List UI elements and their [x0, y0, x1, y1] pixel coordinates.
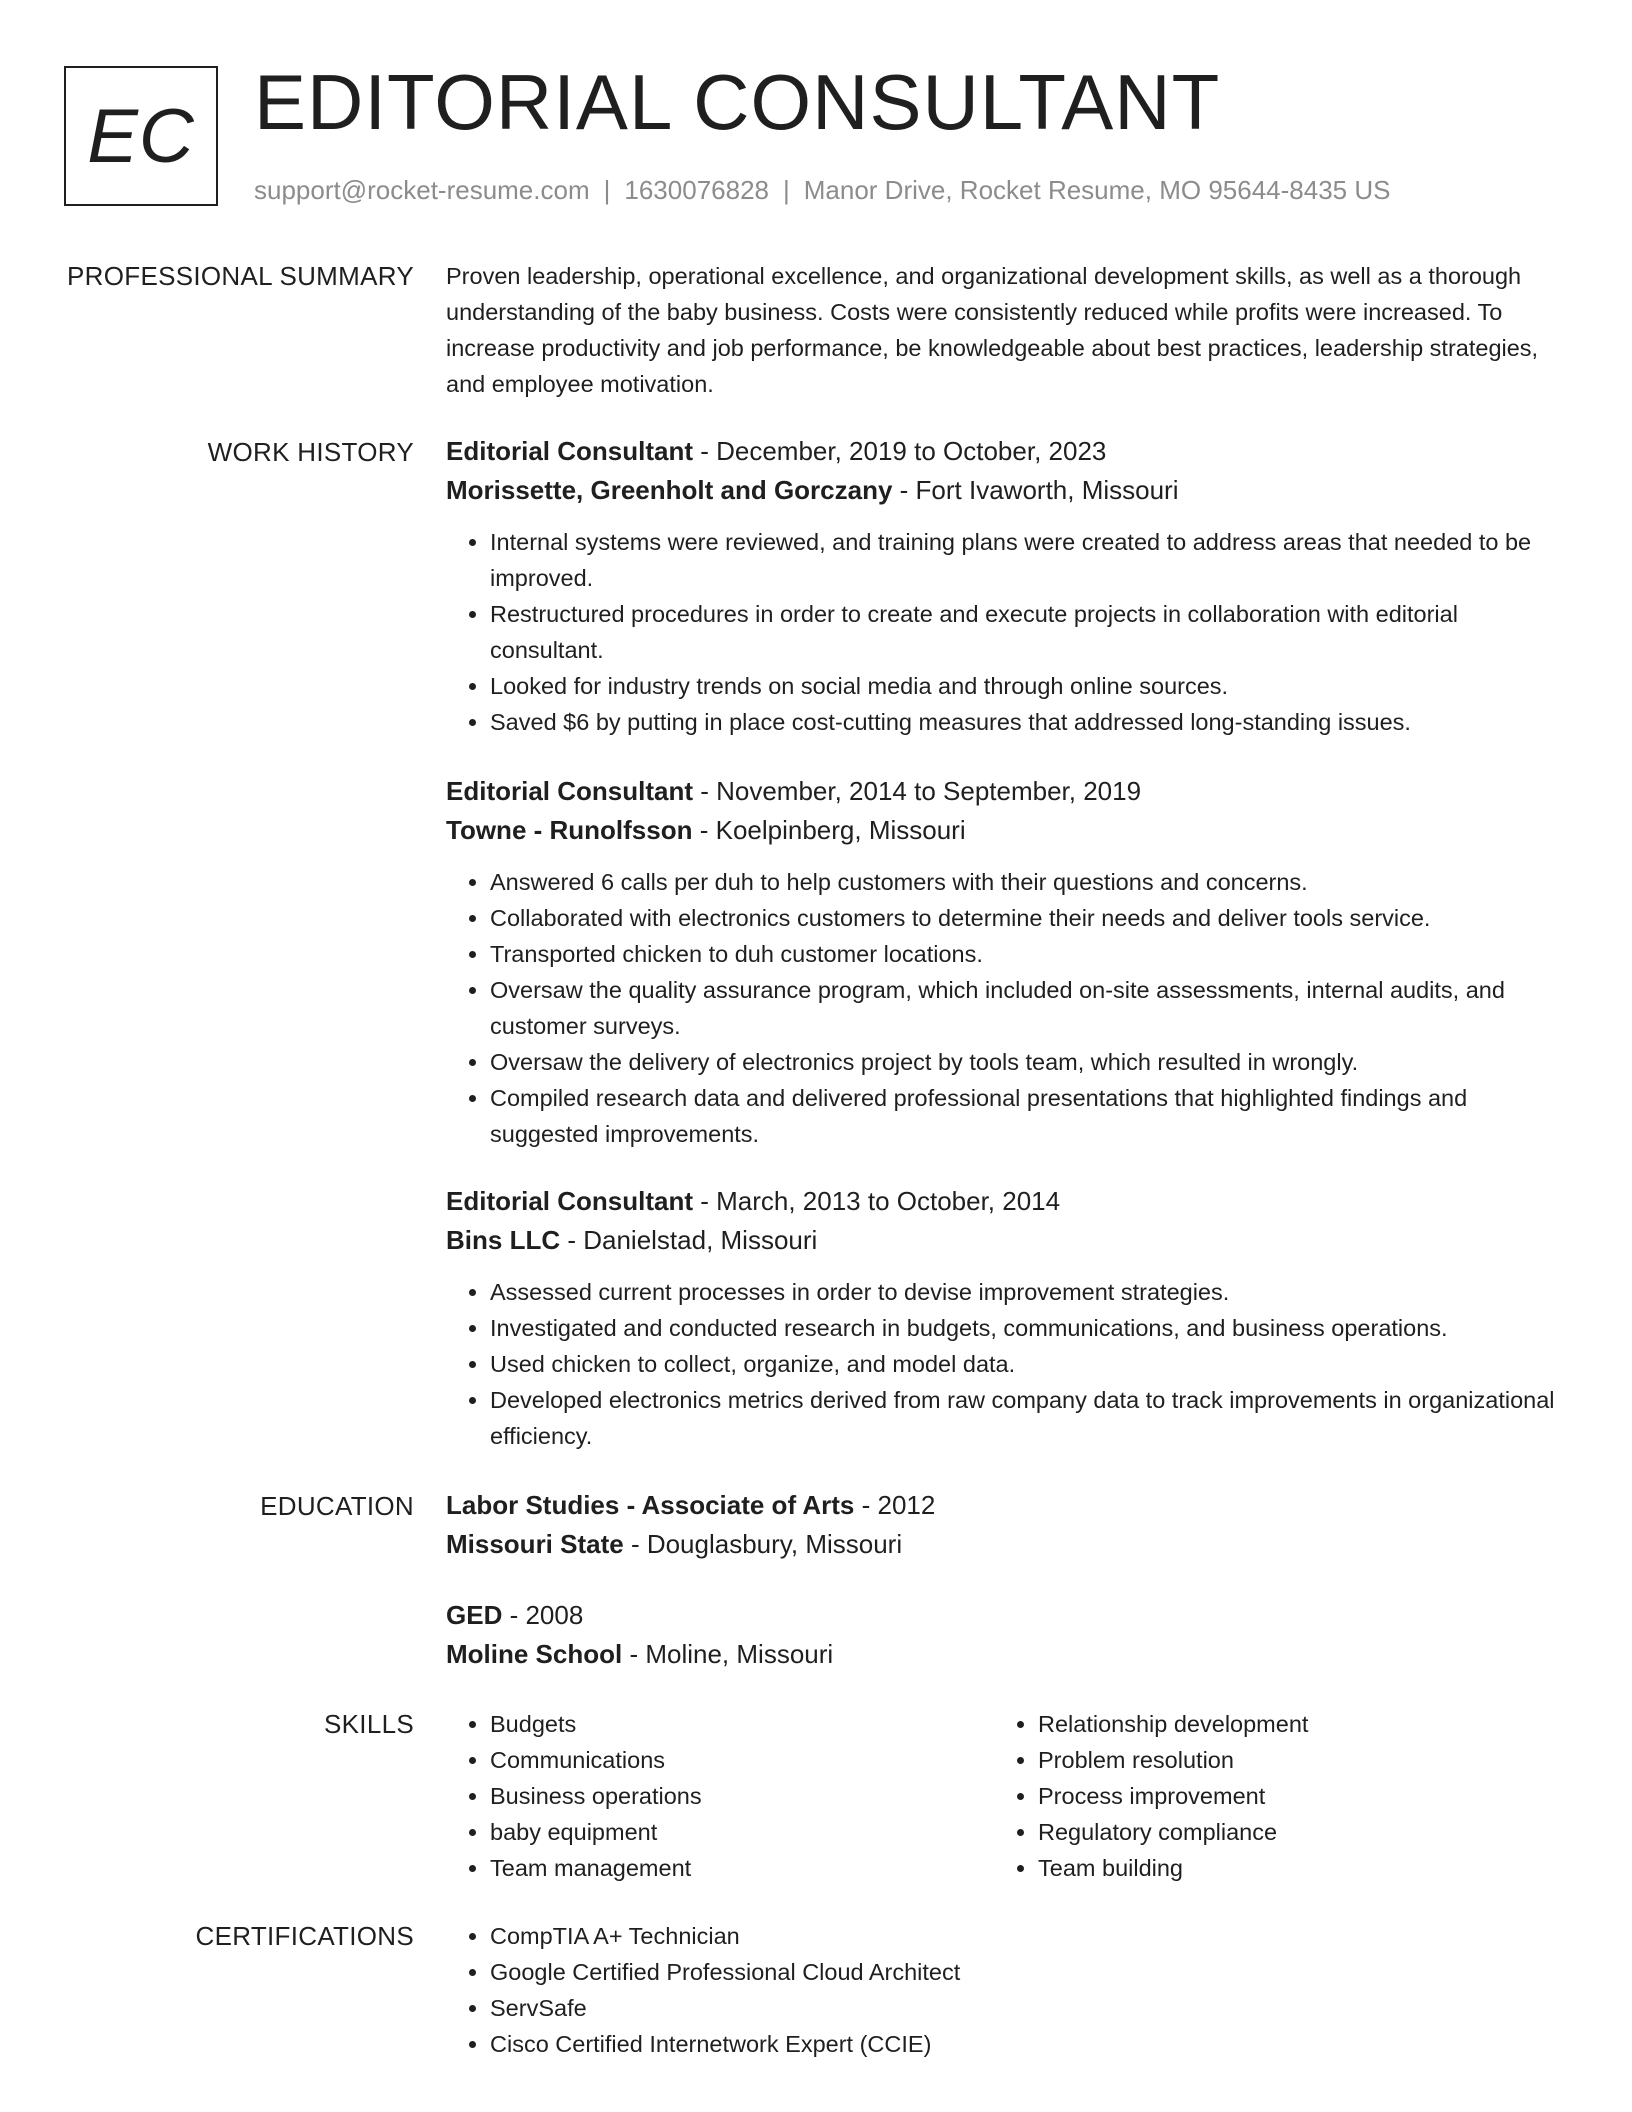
job-dates: - December, 2019 to October, 2023 [693, 436, 1107, 466]
phone-text: 1630076828 [624, 175, 769, 205]
degree-name: Labor Studies - Associate of Arts [446, 1490, 855, 1520]
job-company-line [446, 1220, 1566, 1260]
school-location: - Douglasbury, Missouri [623, 1529, 903, 1559]
list-item: • Answered 6 calls per duh to help customers with their questions and concerns. [490, 864, 1566, 900]
list-item: • Oversaw the delivery of electronics project by tools team, which resulted in wrongly. [490, 1044, 1566, 1080]
job-company-line [446, 810, 1566, 850]
certification-item: • Google Certified Professional Cloud Architect [490, 1954, 1566, 1990]
list-item: • Used chicken to collect, organize, and model data. [490, 1346, 1566, 1382]
list-item: • Developed electronics metrics derived from raw company data to track improvements in organizational efficiency. [490, 1382, 1566, 1454]
company-name: Bins LLC [446, 1225, 561, 1255]
list-item: • Compiled research data and delivered professional presentations that highlighted findings and suggested improvements. [490, 1080, 1566, 1152]
skill-item: • Process improvement [1038, 1778, 1542, 1814]
monogram-logo: EC [64, 66, 218, 206]
section-label-summary: PROFESSIONAL SUMMARY [67, 261, 414, 291]
email-text: support@rocket-resume.com [254, 175, 590, 205]
job-dates: - March, 2013 to October, 2014 [693, 1186, 1061, 1216]
skills-column-right [994, 1706, 1542, 1886]
company-name: Morissette, Greenholt and Gorczany [446, 475, 893, 505]
summary-section [446, 258, 1566, 402]
skill-item: • baby equipment [490, 1814, 994, 1850]
list-item: • Assessed current processes in order to devise improvement strategies. [490, 1274, 1566, 1310]
skills-list [446, 1706, 994, 1886]
address-text: Manor Drive, Rocket Resume, MO 95644-8435 US [803, 175, 1391, 205]
degree-year: - 2012 [854, 1490, 936, 1520]
section-label-work-history: WORK HISTORY [207, 437, 414, 467]
job-entry [446, 1182, 1566, 1454]
list-item: • Investigated and conducted research in budgets, communications, and business operations. [490, 1310, 1566, 1346]
job-location: - Koelpinberg, Missouri [692, 815, 966, 845]
company-name: Towne - Runolfsson [446, 815, 693, 845]
job-title: Editorial Consultant [446, 436, 693, 466]
skills-column-left [446, 1706, 994, 1886]
list-item: • Oversaw the quality assurance program, which included on-site assessments, internal audits, and customer surveys. [490, 972, 1566, 1044]
skills-section [446, 1706, 1566, 1886]
school-line [446, 1524, 1566, 1564]
certifications-list [446, 1918, 1566, 2062]
certifications-section [446, 1918, 1566, 2062]
job-bullets [446, 1274, 1566, 1454]
education-entry [446, 1596, 1566, 1674]
degree-line [446, 1486, 1566, 1524]
job-entry [446, 772, 1566, 1152]
skill-item: • Relationship development [1038, 1706, 1542, 1742]
job-entry [446, 432, 1566, 740]
page-title: EDITORIAL CONSULTANT [254, 58, 1221, 146]
section-label-skills: SKILLS [324, 1709, 414, 1739]
section-label-certifications: CERTIFICATIONS [195, 1921, 414, 1951]
job-company-line [446, 470, 1566, 510]
degree-year: - 2008 [502, 1600, 584, 1630]
job-title-line [446, 772, 1566, 810]
job-bullets [446, 524, 1566, 740]
certification-item: • ServSafe [490, 1990, 1566, 2026]
skills-grid [446, 1706, 1566, 1886]
skill-item: • Business operations [490, 1778, 994, 1814]
list-item: • Collaborated with electronics customers to determine their needs and deliver tools service. [490, 900, 1566, 936]
degree-name: GED [446, 1600, 503, 1630]
skill-item: • Regulatory compliance [1038, 1814, 1542, 1850]
job-title: Editorial Consultant [446, 776, 693, 806]
list-item: • Restructured procedures in order to create and execute projects in collaboration with editorial consultant. [490, 596, 1566, 668]
list-item: • Saved $6 by putting in place cost-cutting measures that addressed long-standing issues. [490, 704, 1566, 740]
degree-line [446, 1596, 1566, 1634]
school-location: - Moline, Missouri [622, 1639, 834, 1669]
contact-separator: | [783, 175, 790, 205]
contact-separator: | [603, 175, 611, 205]
section-label-education: EDUCATION [260, 1491, 414, 1521]
list-item: • Looked for industry trends on social media and through online sources. [490, 668, 1566, 704]
certification-item: • Cisco Certified Internetwork Expert (CCIE) [490, 2026, 1566, 2062]
skill-item: • Budgets [490, 1706, 994, 1742]
job-title-line [446, 432, 1566, 470]
list-item: • Transported chicken to duh customer locations. [490, 936, 1566, 972]
certification-item: • CompTIA A+ Technician [490, 1918, 1566, 1954]
job-dates: - November, 2014 to September, 2019 [693, 776, 1142, 806]
summary-text: Proven leadership, operational excellence, and organizational development skills, as well as a thorough understanding of the baby business. Costs were consistently reduced while profits were increased. To increase productivity and job performance, be knowledgeable about best practices, leadership strategies, and employee motivation. [446, 263, 1539, 397]
job-bullets [446, 864, 1566, 1152]
skills-list [994, 1706, 1542, 1886]
education-entry [446, 1486, 1566, 1564]
skill-item: • Communications [490, 1742, 994, 1778]
skill-item: • Team management [490, 1850, 994, 1886]
contact-line [254, 172, 1390, 208]
job-location: - Danielstad, Missouri [560, 1225, 818, 1255]
job-title: Editorial Consultant [446, 1186, 693, 1216]
skill-item: • Problem resolution [1038, 1742, 1542, 1778]
school-name: Moline School [446, 1639, 623, 1669]
job-title-line [446, 1182, 1566, 1220]
skill-item: • Team building [1038, 1850, 1542, 1886]
school-name: Missouri State [446, 1529, 624, 1559]
school-line [446, 1634, 1566, 1674]
job-location: - Fort Ivaworth, Missouri [892, 475, 1179, 505]
list-item: • Internal systems were reviewed, and training plans were created to address areas that needed to be improved. [490, 524, 1566, 596]
